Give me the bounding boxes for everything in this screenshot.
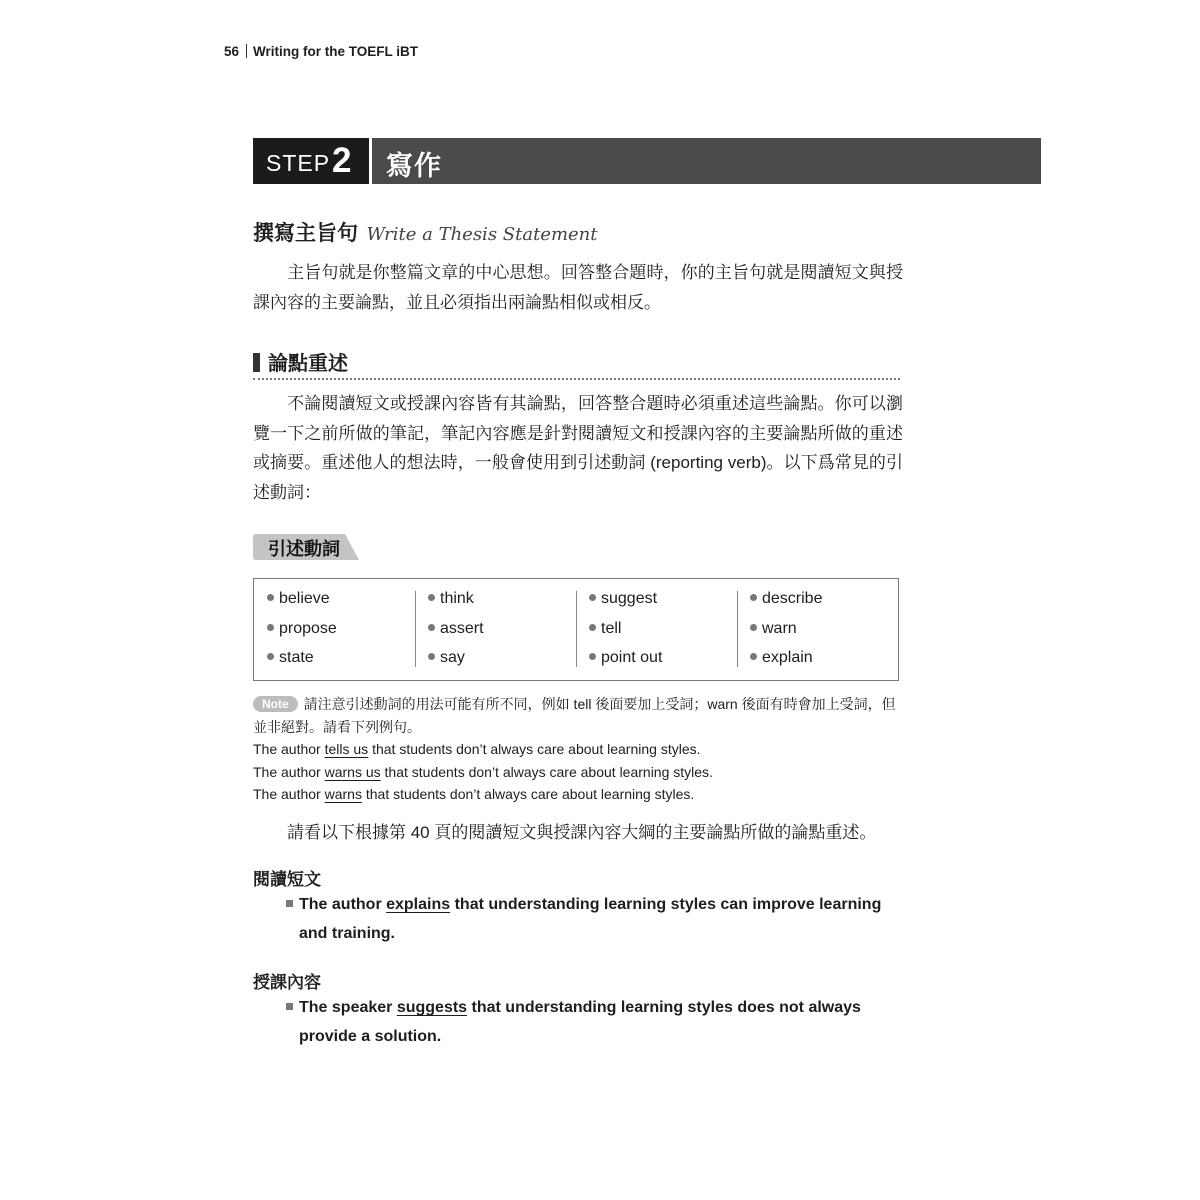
bullet-square — [286, 900, 293, 907]
verb-item: warn — [750, 620, 900, 650]
verb-item: say — [428, 649, 578, 679]
underlined-verb: suggests — [396, 999, 468, 1016]
bullet-dot — [267, 624, 274, 631]
step-title: 寫作 — [386, 151, 442, 181]
step-title-bar — [369, 138, 1041, 184]
verb-item: assert — [428, 620, 578, 650]
bullet-dot — [750, 653, 757, 660]
heading-bar — [253, 353, 260, 372]
book-title: Writing for the TOEFL iBT — [253, 44, 419, 59]
step-number: 2 — [332, 141, 352, 180]
note-text: 請注意引述動詞的用法可能有所不同，例如 tell 後面要加上受詞；warn 後面有時會加上受詞，但並非絕對。請看下列例句。 — [253, 696, 896, 735]
bullet-dot — [750, 624, 757, 631]
example-intro: 請看以下根據第 40 頁的閱讀短文與授課內容大綱的主要論點所做的論點重述。 — [287, 823, 877, 842]
running-header — [224, 44, 418, 59]
verb-item: think — [428, 590, 578, 620]
verb-item: suggest — [589, 590, 739, 620]
verb-column — [589, 590, 739, 679]
verb-item: tell — [589, 620, 739, 650]
restate-heading: 論點重述 — [253, 347, 348, 376]
note-text-line — [253, 693, 903, 738]
reading-heading: 閱讀短文 — [253, 870, 321, 890]
example-sentence: The author tells us that students don’t always care about learning styles. — [253, 741, 701, 757]
verb-column — [267, 590, 417, 679]
lecture-heading: 授課內容 — [253, 973, 321, 993]
bullet-dot — [267, 653, 274, 660]
page-number: 56 — [224, 44, 240, 59]
bullet-dot — [428, 594, 435, 601]
bullet-dot — [428, 624, 435, 631]
thesis-heading-zh: 撰寫主旨句 — [253, 222, 358, 245]
underlined-verb: warns — [324, 786, 362, 802]
restate-paragraph: 不論閱讀短文或授課內容皆有其論點，回答整合題時必須重述這些論點。你可以瀏覽一下之前所做的筆記，筆記內容應是針對閱讀短文和授課內容的主要論點所做的重述或摘要。重述他人的想法時，一般會使用到引述動詞 (reporting verb)。以下爲常見的引述動詞： — [253, 394, 903, 502]
verb-item: believe — [267, 590, 417, 620]
reporting-verbs-tab: 引述動詞 — [253, 534, 359, 560]
note-block — [253, 693, 903, 806]
column-divider — [576, 591, 577, 667]
verb-column — [428, 590, 578, 679]
bullet-square — [286, 1003, 293, 1010]
example-sentence: The author warns that students don’t always care about learning styles. — [253, 786, 695, 802]
underlined-verb: tells us — [324, 741, 369, 757]
verb-item: describe — [750, 590, 900, 620]
lecture-restatement: The speaker suggests that understanding learning styles does not always provide a solution. — [286, 993, 906, 1051]
verb-item: explain — [750, 649, 900, 679]
bullet-dot — [750, 594, 757, 601]
column-divider — [737, 591, 738, 667]
note-label: Note — [253, 696, 298, 712]
header-divider — [246, 44, 247, 58]
dotted-divider — [253, 378, 900, 380]
column-divider — [415, 591, 416, 667]
verb-column — [750, 590, 900, 679]
reading-restatement: The author explains that understanding learning styles can improve learning and training. — [286, 890, 906, 948]
reporting-verbs-box — [253, 578, 899, 681]
thesis-heading — [253, 217, 598, 247]
underlined-verb: explains — [386, 896, 451, 913]
bullet-dot — [589, 594, 596, 601]
thesis-heading-en: Write a Thesis Statement — [366, 224, 598, 245]
step-word: STEP — [266, 150, 331, 176]
bullet-dot — [589, 653, 596, 660]
underlined-verb: warns us — [324, 763, 381, 780]
bullet-dot — [589, 624, 596, 631]
example-sentence: The author warns us that students don’t always care about learning styles. — [253, 763, 713, 780]
verb-item: state — [267, 649, 417, 679]
thesis-paragraph: 主旨句就是你整篇文章的中心思想。回答整合題時，你的主旨句就是閱讀短文與授課內容的主要論點，並且必須指出兩論點相似或相反。 — [253, 263, 903, 312]
verb-item: point out — [589, 649, 739, 679]
step-badge — [253, 138, 369, 184]
bullet-dot — [428, 653, 435, 660]
bullet-dot — [267, 594, 274, 601]
verb-item: propose — [267, 620, 417, 650]
step-banner — [253, 138, 1038, 184]
